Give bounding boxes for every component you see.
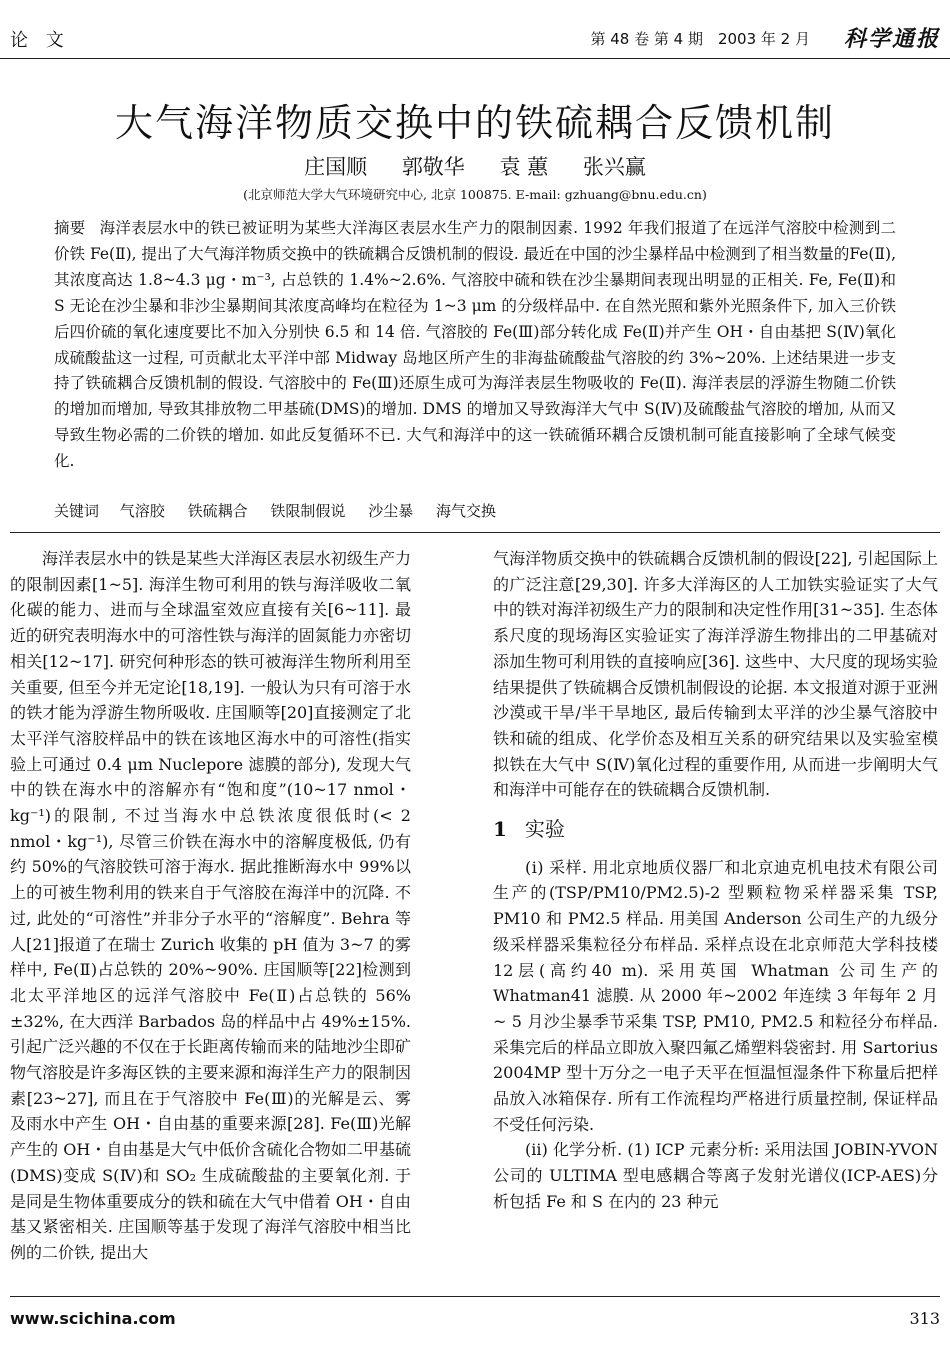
author-name: 袁 蕙 xyxy=(499,155,549,179)
section-title: 实验 xyxy=(524,817,565,842)
page-number: 313 xyxy=(909,1309,940,1328)
body-column-right xyxy=(493,546,938,1215)
abstract-text: 海洋表层水中的铁已被证明为某些大洋海区表层水生产力的限制因素. 1992 年我们报道了在远洋气溶胶中检测到二价铁 Fe(Ⅱ), 提出了大气海洋物质交换中的铁硫耦合反馈机制的假设. 最近在中国的沙尘暴样品中检测到了相当数量的Fe(Ⅱ), 其浓度高达 1.8~4.3 μg・m⁻³, 占总铁的 1.4%~2.6%. 气溶胶中硫和铁在沙尘暴期间表现出明显的正相关. Fe, Fe(Ⅱ)和 S 无论在沙尘暴和非沙尘暴期间其浓度高峰均在粒径为 1~3 μm 的分级样品中. 在自然光照和紫外光照条件下, 加入三价铁后四价硫的氧化速度要比不加入分别快 6.5 和 14 倍. 气溶胶的 Fe(Ⅲ)部分转化成 Fe(Ⅱ)并产生 OH・自由基把 S(Ⅳ)氧化成硫酸盐这一过程, 可贡献北太平洋中部 Midway 岛地区所产生的非海盐硫酸盐气溶胶的约 3%~20%. 上述结果进一步支持了铁硫耦合反馈机制的假设. 气溶胶中的 Fe(Ⅲ)还原生成可为海洋表层生物吸收的 Fe(Ⅱ). 海洋表层的浮游生物随二价铁的增加而增加, 导致其排放物二甲基硫(DMS)的增加. DMS 的增加又导致海洋大气中 S(Ⅳ)及硫酸盐气溶胶的增加, 从而又导致生物必需的二价铁的增加. 如此反复循环不已. 大气和海洋中的这一铁硫循环耦合反馈机制可能直接影响了全球气候变化. xyxy=(54,219,896,471)
abstract-rule xyxy=(10,532,940,533)
body-paragraph: 海洋表层水中的铁是某些大洋海区表层水初级生产力的限制因素[1~5]. 海洋生物可利用的铁与海洋吸收二氧化碳的能力、进而与全球温室效应直接有关[6~11]. 最近的研究表明海水中的可溶性铁与海洋的固氮能力亦密切相关[12~17]. 研究何种形态的铁可被海洋生物所利用至关重要, 但至今并无定论[18,19]. 一般认为只有可溶于水的铁才能为浮游生物所吸收. 庄国顺等[20]直接测定了北太平洋气溶胶样品中的铁在该地区海水中的可溶性(指实验上可通过 0.4 μm Nuclepore 滤膜的部分), 发现大气中的铁在海水中的溶解亦有“饱和度”(10~17 nmol・kg⁻¹)的限制, 不过当海水中总铁浓度很低时(< 2 nmol・kg⁻¹), 尽管三价铁在海水中的溶解度极低, 仍有约 50%的气溶胶铁可溶于海水. 据此推断海水中 99%以上的可被生物利用的铁来自于气溶胶在海洋中的沉降. 不过, 此处的“可溶性”并非分子水平的“溶解度”. Behra 等人[21]报道了在瑞士 Zurich 收集的 pH 值为 3~7 的雾样中, Fe(Ⅱ)占总铁的 20%~90%. 庄国顺等[22]检测到北太平洋地区的远洋气溶胶中 Fe(Ⅱ)占总铁的 56%±32%, 在大西洋 Barbados 岛的样品中占 49%±15%. 引起广泛兴趣的不仅在于长距离传输而来的陆地沙尘即矿物气溶胶是许多海区铁的主要来源和海洋生产力的限制因素[23~27], 而且在于气溶胶中 Fe(Ⅲ)的光解是云、雾及雨水中产生 OH・自由基的重要来源[28]. Fe(Ⅲ)光解产生的 OH・自由基是大气中低价含硫化合物如二甲基硫(DMS)变成 S(Ⅳ)和 SO₂ 生成硫酸盐的主要氧化剂. 于是同是生物体重要成分的铁和硫在大气中借着 OH・自由基又紧密相关. 庄国顺等基于发现了海洋气溶胶中相当比例的二价铁, 提出大 xyxy=(10,549,411,1262)
keyword: 铁限制假说 xyxy=(270,502,346,520)
affiliation: (北京师范大学大气环境研究中心, 北京 100875. E-mail: gzhuang@bnu.edu.cn) xyxy=(243,187,707,202)
body-paragraph: (ⅰ) 采样. 用北京地质仪器厂和北京迪克机电技术有限公司生产的(TSP/PM10/PM2.5)-2 型颗粒物采样器采集 TSP, PM10 和 PM2.5 样品. 用美国 Anderson 公司生产的九级分级采样器采集粒径分布样品. 采样点设在北京师范大学科技楼12层(高约40 m). 采用英国 Whatman 公司生产的 Whatman41 滤膜. 从 2000 年~2002 年连续 3 年每年 2 月 ~ 5 月沙尘暴季节采集 TSP, PM10, PM2.5 和粒径分布样品. 采集完后的样品立即放入聚四氟乙烯塑料袋密封. 用 Sartorius 2004MP 型十万分之一电子天平在恒温恒湿条件下称量后把样品放入冰箱保存. 所有工作流程均严格进行质量控制, 保证样品不受任何污染. xyxy=(493,857,938,1134)
body-column-left xyxy=(10,546,411,1266)
body-paragraph: 气海洋物质交换中的铁硫耦合反馈机制的假设[22], 引起国际上的广泛注意[29,30]. 许多大洋海区的人工加铁实验证实了大气中的铁对海洋初级生产力的限制和决定性作用[31~35]. 生态体系尺度的现场海区实验证实了海洋浮游生物排出的二甲基硫对添加生物可利用铁的直接响应[36]. 这些中、大尺度的现场实验结果提供了铁硫耦合反馈机制假设的论据. 本文报道对源于亚洲沙漠或干旱/半干旱地区, 最后传输到太平洋的沙尘暴气溶胶中铁和硫的组成、化学价态及相互关系的研究结果以及实验室模拟铁在大气中 S(Ⅳ)氧化过程的重要作用, 从而进一步阐明大气和海洋中可能存在的铁硫耦合反馈机制. xyxy=(493,549,938,800)
journal-logo: 科学通报 xyxy=(843,26,940,52)
journal-url: www.scichina.com xyxy=(10,1309,176,1328)
author-name: 庄国顺 xyxy=(304,155,368,179)
paper-title: 大气海洋物质交换中的铁硫耦合反馈机制 xyxy=(114,101,835,145)
section-label: 论 文 xyxy=(10,30,70,51)
header-rule xyxy=(0,58,950,59)
volume-info: 第 48 卷 第 4 期 2003 年 2 月 xyxy=(590,30,810,48)
body-paragraph: (ⅱ) 化学分析. (1) ICP 元素分析: 采用法国 JOBIN-YVON 公司的 ULTIMA 型电感耦合等离子发射光谱仪(ICP-AES)分析包括 Fe 和 S 在内的 23 种元 xyxy=(493,1140,938,1211)
keyword: 铁硫耦合 xyxy=(187,502,248,520)
author-name: 张兴赢 xyxy=(582,155,646,179)
author-list xyxy=(0,151,950,181)
keyword: 海气交换 xyxy=(435,502,496,520)
keyword: 沙尘暴 xyxy=(368,502,414,520)
abstract-label: 摘要 xyxy=(54,219,86,237)
author-name: 郭敬华 xyxy=(401,155,465,179)
keyword: 气溶胶 xyxy=(119,502,165,520)
keywords xyxy=(54,500,514,521)
section-number: 1 xyxy=(493,817,507,842)
abstract xyxy=(54,216,896,475)
footer-rule xyxy=(10,1296,940,1297)
keywords-label: 关键词 xyxy=(54,502,100,520)
page-footer xyxy=(10,1303,940,1333)
section-heading xyxy=(493,817,938,843)
page-header xyxy=(10,18,940,58)
